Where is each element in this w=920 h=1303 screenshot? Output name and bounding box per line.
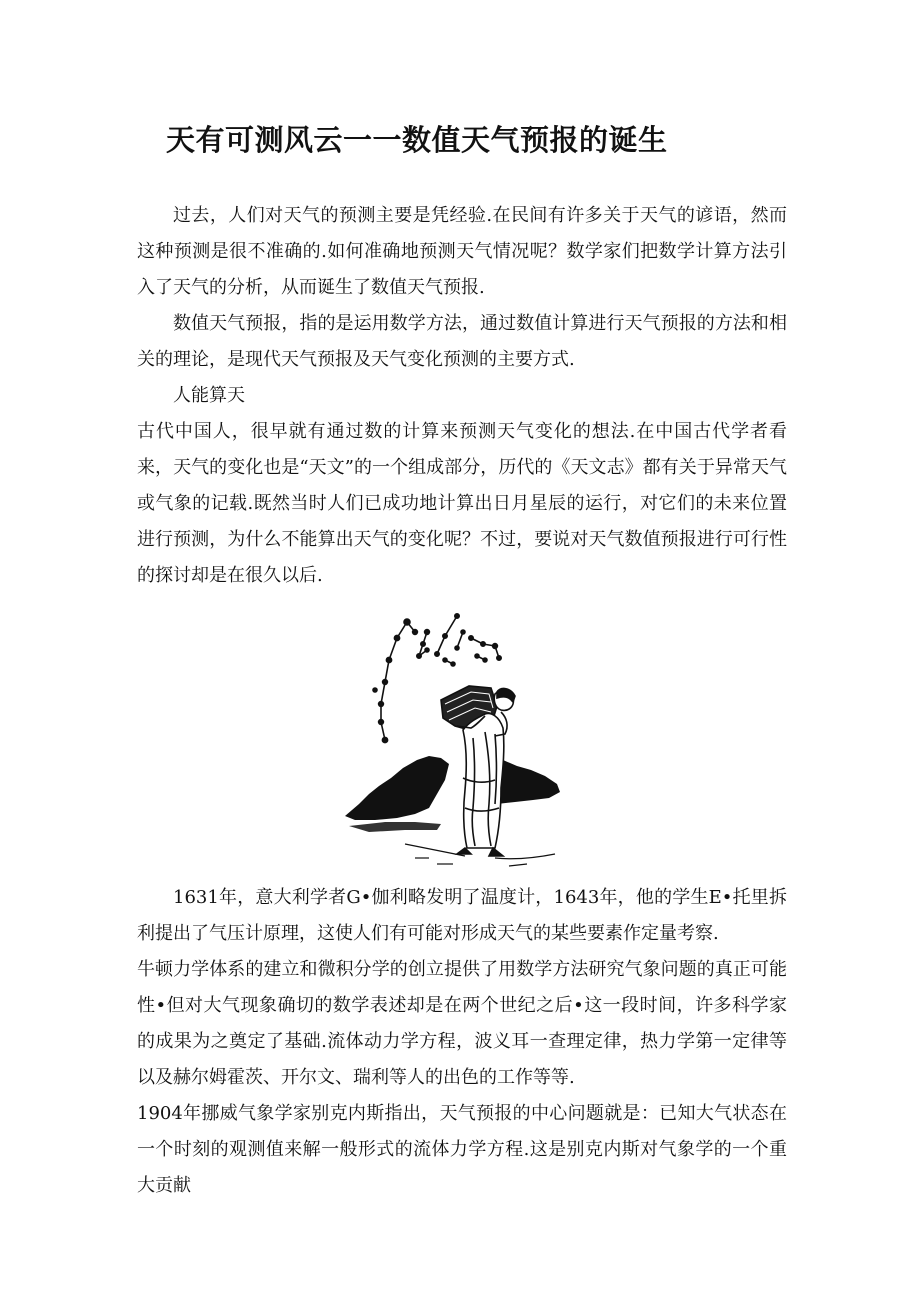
paragraph (137, 952, 787, 1096)
paragraph-text: 过去，人们对天气的预测主要是凭经验.在民间有许多关于天气的谚语，然而这种预测是很不准确的.如何准确地预测天气情况呢？数学家们把数学计算方法引入了天气的分析，从而诞生了数值天气预报. (137, 205, 787, 298)
paragraph-text: 数值天气预报，指的是运用数学方法，通过数值计算进行天气预报的方法和相关的理论，是现代天气预报及天气变化预测的主要方式. (137, 313, 787, 370)
paragraph (137, 306, 787, 378)
paragraph (137, 1096, 787, 1204)
paragraph-text: 1904年挪威气象学家别克内斯指出，天气预报的中心问题就是：已知大气状态在一个时刻的观测值来解一般形式的流体力学方程.这是别克内斯对气象学的一个重大贡献 (137, 1103, 787, 1196)
paragraph-text: 1631年，意大利学者G•伽利略发明了温度计，1643年，他的学生E•托里拆利提出了气压计原理，这使人们有可能对形成天气的某些要素作定量考察. (137, 887, 787, 944)
paragraph (137, 198, 787, 306)
paragraph-text: 古代中国人，很早就有通过数的计算来预测天气变化的想法.在中国古代学者看来，天气的变化也是“天文”的一个组成部分，历代的《天文志》都有关于异常天气或气象的记载.既然当时人们已成功地计算出日月星辰的运行，对它们的未来位置进行预测，为什么不能算出天气的变化呢？不过，要说对天气数值预报进行可行性的探讨却是在很久以后. (137, 421, 787, 586)
section-heading-text: 人能算天 (173, 385, 245, 406)
document-title: 天有可测风云一一数值天气预报的诞生 (166, 123, 668, 157)
section-heading (137, 378, 787, 414)
mountains (345, 756, 560, 832)
paragraph (137, 880, 787, 952)
paragraph (137, 414, 787, 594)
scholar-stargazing-illustration (345, 608, 560, 870)
paragraph-text: 牛顿力学体系的建立和微积分学的创立提供了用数学方法研究气象问题的真正可能性•但对大气现象确切的数学表述却是在两个世纪之后•这一段时间，许多科学家的成果为之奠定了基础.流体动力学方程，波义耳一查理定律，热力学第一定律等以及赫尔姆霍茨、开尔文、瑞利等人的出色的工作等等. (137, 959, 787, 1088)
